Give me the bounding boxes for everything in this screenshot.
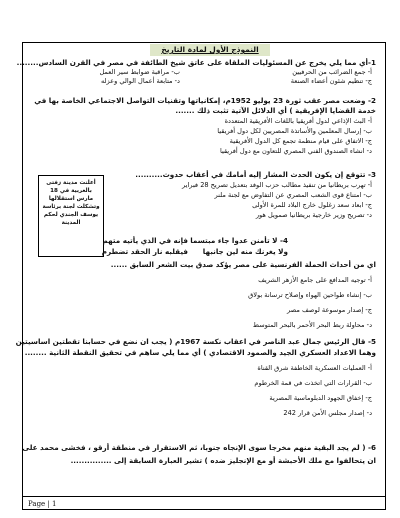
q5-option-a: أ- العمليات العسكرية الخاطفة شرق القناة [257,364,372,372]
historical-note-box: أعلنت مدينة زفتى بالغربية في 18 مارس استقلالها وتشكلت لجنة برئاسة يوسف الجندي لحكم المدينة [38,175,104,257]
question-5-line-1: 5- قال الرئيس جمال عبد الناصر في اعقاب نكسة 1967م ( يجب ان نضع في حسابنا تقطتين اساسيتين [15,337,376,346]
question-3: 3- تتوقع إن يكون الحدث المشار إليه أمامك في أعقاب حدوث.......... [135,170,376,179]
q4-option-c: ج- إصدار موسوعة لوصف مصر [287,306,372,314]
q4-verse-1-b: فإنه في الذي يأتيه متهم [102,236,188,245]
question-5-line-2: وهما الاعداد العسكري الجيد والصمود الاقتصادي ) أي مما يلي ساهم في تحقيق النقطة الثانية ........ [24,348,376,357]
q1-option-a: أ- جمع الضرائب من الحرفيين [292,68,372,76]
question-2-line-2: خدمة القضايا الإفريقية ) أي الدلائل الآتية تثبت ذلك ....... [175,106,376,115]
q3-option-d: د- تصريح وزير خارجية بريطانيا صمويل هور [255,211,372,219]
footer-divider [22,496,386,497]
question-6-line-1: 6- ( لم يجد البقية منهم مخرجا سوى الإنجاه جنوبا، ثم الاستقرار في منطقة أرقو ، فخشى محمد على [22,443,376,452]
question-2-line-1: 2- وضعت مصر عقب ثورة 23 يوليو 1952م، إمكانياتها وتقنيات التواصل الاجتماعي الخاصة بها في [34,96,376,105]
q5-option-b: ب- القرارات التي اتخذت في قمة الخرطوم [254,379,372,387]
q1-option-b: ب- مراقبة ضوابط سير العمل [99,68,180,76]
q2-option-d: د- انشاء الصندوق الفني المصري للتعاون مع دول أفريقيا [219,147,372,155]
q5-option-d: د- إصدار مجلس الأمن قرار 242 [283,409,372,417]
q4-option-a: أ- توجيه المدافع على جامع الأزهر الشريف [258,276,372,284]
q4-verse-2-b: فيقلبه نار الحقد تضطرم [101,247,188,256]
question-1: 1-أي مما يلي يخرج عن المسئوليات الملقاة على عاتق شيخ الطائفة في مصر في القرن السادس........ [16,58,376,67]
q5-option-c: ج- إخفاق الجهود الدبلوماسية المصرية [269,394,372,402]
q3-option-c: ج- ابعاد سعد زغلول خارج البلاد للمرة الأولى [252,201,372,209]
page-number: Page | 1 [28,500,57,508]
question-6-line-2: ان يتحالفوا مع ملك الأحبشة أو مع الإنجليز ضده ) تشير العبارة السابقة إلى ............... [70,456,376,465]
q4-verse-2-a: ولا يغرنك منه لين جانبها [202,247,288,256]
q2-option-b: ب- إرسال المعلمين والأساتذة المصريين لكل دول أفريقيا [217,127,372,135]
page-title: النموذج الأول لمادة التاريخ [150,44,270,56]
q4-verse-1-a: 4- لا تأمنن عدوا جاء مبتسما [190,236,288,245]
q1-option-c: ج- تنظيم شئون أعضاء الصنعة [290,77,372,85]
question-4: اي من أحداث الحملة الفرنسية على مصر يؤكد صدق بيت الشعر السابق ...... [110,260,376,269]
q4-option-b: ب- إنشاء طواحين الهواء وإصلاح ترسانة بولاق [248,291,372,299]
q4-option-d: د- محاولة ربط البحر الأحمر بالبحر المتوسط [252,321,372,329]
q3-option-b: ب- امتناع قوى الشعب المصري عن التفاوض مع لجنة ملنر [214,191,372,199]
q3-option-a: أ- تهرب بريطانيا من تنفيذ مطالب حزب الوفد بتعديل تصريح 28 فبراير [182,181,372,189]
q2-option-a: أ- البث الإذاعي لدول أفريقيا باللغات الأفريقية المتعددة [224,117,372,125]
q2-option-c: ج- الاتفاق على قيام منظمة تجمع كل الدول الأفريقية [229,137,372,145]
q1-option-d: د- متابعة أعمال الوالي وعزله [100,77,180,85]
